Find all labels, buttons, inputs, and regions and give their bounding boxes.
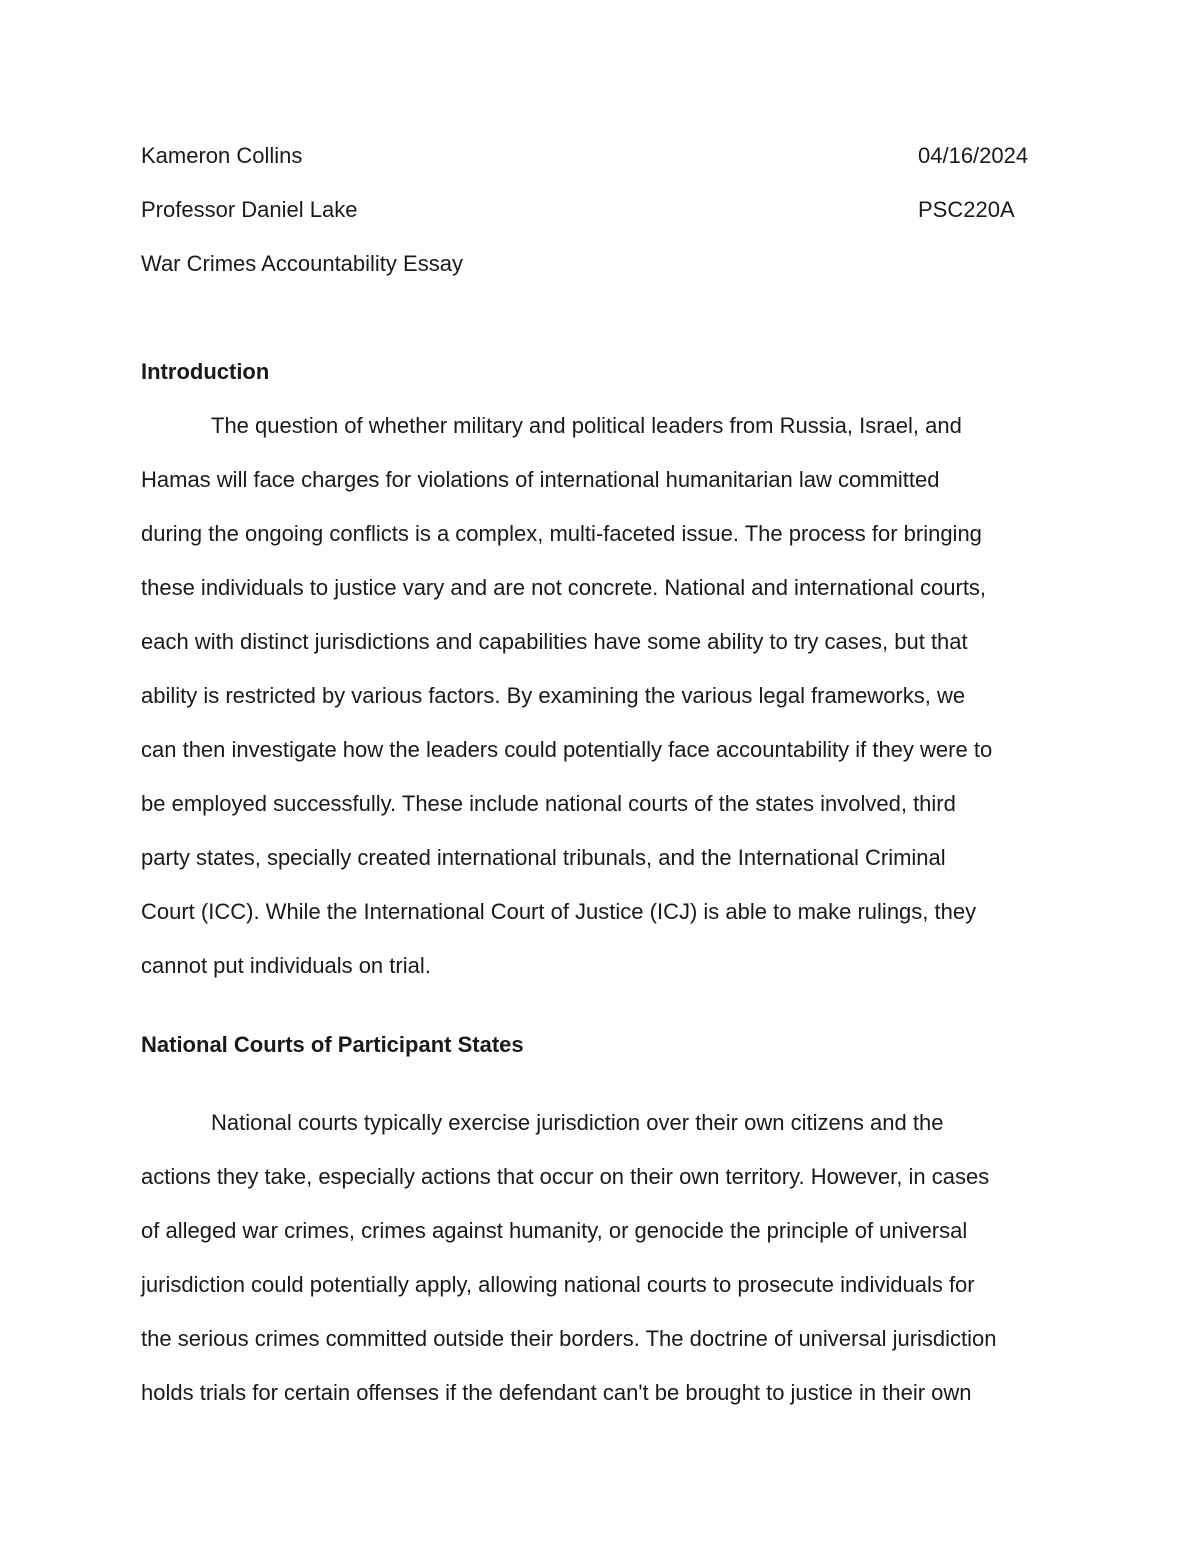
paragraph-line: actions they take, especially actions that occur on their own territory. However, in cases xyxy=(141,1164,990,1189)
paragraph-line: be employed successfully. These include national courts of the states involved, third xyxy=(141,791,956,816)
professor-name: Professor Daniel Lake xyxy=(141,197,358,222)
paragraph-line: jurisdiction could potentially apply, allowing national courts to prosecute individuals for xyxy=(141,1272,975,1297)
paragraph-line: the serious crimes committed outside their borders. The doctrine of universal jurisdiction xyxy=(141,1326,997,1351)
course-code: PSC220A xyxy=(918,197,1015,222)
paragraph-line: National courts typically exercise jurisdiction over their own citizens and the xyxy=(211,1110,944,1135)
paragraph-line: cannot put individuals on trial. xyxy=(141,953,431,978)
essay-date: 04/16/2024 xyxy=(918,143,1029,168)
paragraph-line: Court (ICC). While the International Court of Justice (ICJ) is able to make rulings, they xyxy=(141,899,977,924)
paragraph-line: during the ongoing conflicts is a complex, multi-faceted issue. The process for bringing xyxy=(141,521,982,546)
section-heading-introduction: Introduction xyxy=(141,359,270,384)
section-heading-national-courts: National Courts of Participant States xyxy=(141,1032,524,1057)
paragraph-line: each with distinct jurisdictions and capabilities have some ability to try cases, but that xyxy=(141,629,968,654)
paragraph-line: can then investigate how the leaders could potentially face accountability if they were to xyxy=(141,737,993,762)
paragraph-line: The question of whether military and political leaders from Russia, Israel, and xyxy=(211,413,962,438)
essay-title: War Crimes Accountability Essay xyxy=(141,251,463,276)
author-name: Kameron Collins xyxy=(141,143,303,168)
paragraph-line: ability is restricted by various factors. By examining the various legal frameworks, we xyxy=(141,683,966,708)
paragraph-line: Hamas will face charges for violations of international humanitarian law committed xyxy=(141,467,940,492)
paragraph-line: party states, specially created international tribunals, and the International Criminal xyxy=(141,845,946,870)
paragraph-line: holds trials for certain offenses if the defendant can't be brought to justice in their own xyxy=(141,1380,972,1405)
paragraph-line: of alleged war crimes, crimes against humanity, or genocide the principle of universal xyxy=(141,1218,968,1243)
paragraph-line: these individuals to justice vary and are not concrete. National and international courts, xyxy=(141,575,987,600)
